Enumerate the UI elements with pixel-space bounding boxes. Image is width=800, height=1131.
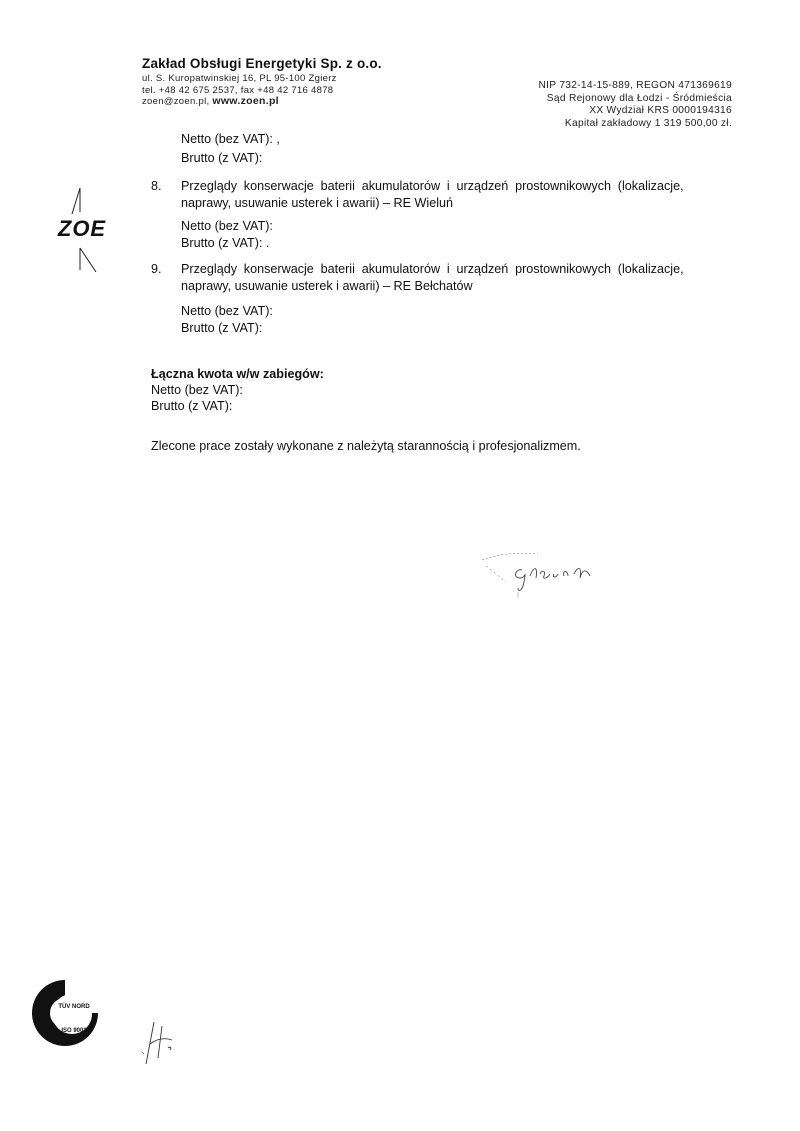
- initials-icon: [140, 1018, 200, 1070]
- top-netto: Netto (bez VAT): ,: [181, 132, 280, 146]
- company-contact: [142, 96, 442, 108]
- company-registration: [470, 80, 732, 130]
- logo-text: ZOE: [57, 216, 107, 241]
- company-address: ul. S. Kuropatwinskiej 16, PL 95-100 Zgierz: [142, 73, 337, 84]
- item-description-line: Przeglądy konserwacje baterii akumulatorów i urządzeń prostownikowych (lokalizacje,: [181, 262, 684, 276]
- item-netto: Netto (bez VAT):: [181, 219, 273, 233]
- item-description-line: Przeglądy konserwacje baterii akumulatorów i urządzeń prostownikowych (lokalizacje,: [181, 179, 684, 193]
- signature-icon: [478, 548, 598, 600]
- share-capital: Kapitał zakładowy 1 319 500,00 zł.: [564, 117, 732, 129]
- company-phone-fax: tel. +48 42 675 2537, fax +48 42 716 4878: [142, 84, 334, 96]
- company-email[interactable]: zoen@zoen.pl,: [142, 96, 210, 107]
- item-description-line: naprawy, usuwanie usterek i awarii) – RE Wieluń: [181, 196, 454, 210]
- item-netto: Netto (bez VAT):: [181, 304, 273, 318]
- zoe-logo-icon: [56, 186, 108, 272]
- item-brutto: Brutto (z VAT):: [181, 321, 263, 335]
- company-header: [142, 56, 442, 108]
- closing-statement: Zlecone prace zostały wykonane z należytą starannością i profesjonalizmem.: [151, 439, 581, 453]
- company-website[interactable]: www.zoen.pl: [212, 95, 279, 107]
- cert-line-1: TÜV NORD: [58, 1004, 90, 1010]
- total-brutto: Brutto (z VAT):: [151, 399, 233, 413]
- court-name: Sąd Rejonowy dla Łodzi - Śródmieścia: [546, 92, 732, 104]
- item-description-line: naprawy, usuwanie usterek i awarii) – RE Bełchatów: [181, 279, 473, 293]
- krs-number: XX Wydział KRS 0000194316: [589, 105, 732, 116]
- item-brutto: Brutto (z VAT): .: [181, 236, 270, 250]
- tuv-certificate-icon: [30, 978, 100, 1048]
- total-heading: Łączna kwota w/w zabiegów:: [151, 367, 324, 381]
- cert-line-2: ISO 9001: [61, 1028, 87, 1034]
- company-name: Zakład Obsługi Energetyki Sp. z o.o.: [142, 56, 382, 71]
- top-brutto: Brutto (z VAT):: [181, 151, 263, 165]
- item-number: 8.: [151, 179, 162, 193]
- total-netto: Netto (bez VAT):: [151, 383, 243, 397]
- nip-regon: NIP 732-14-15-889, REGON 471369619: [538, 80, 732, 91]
- item-number: 9.: [151, 262, 162, 276]
